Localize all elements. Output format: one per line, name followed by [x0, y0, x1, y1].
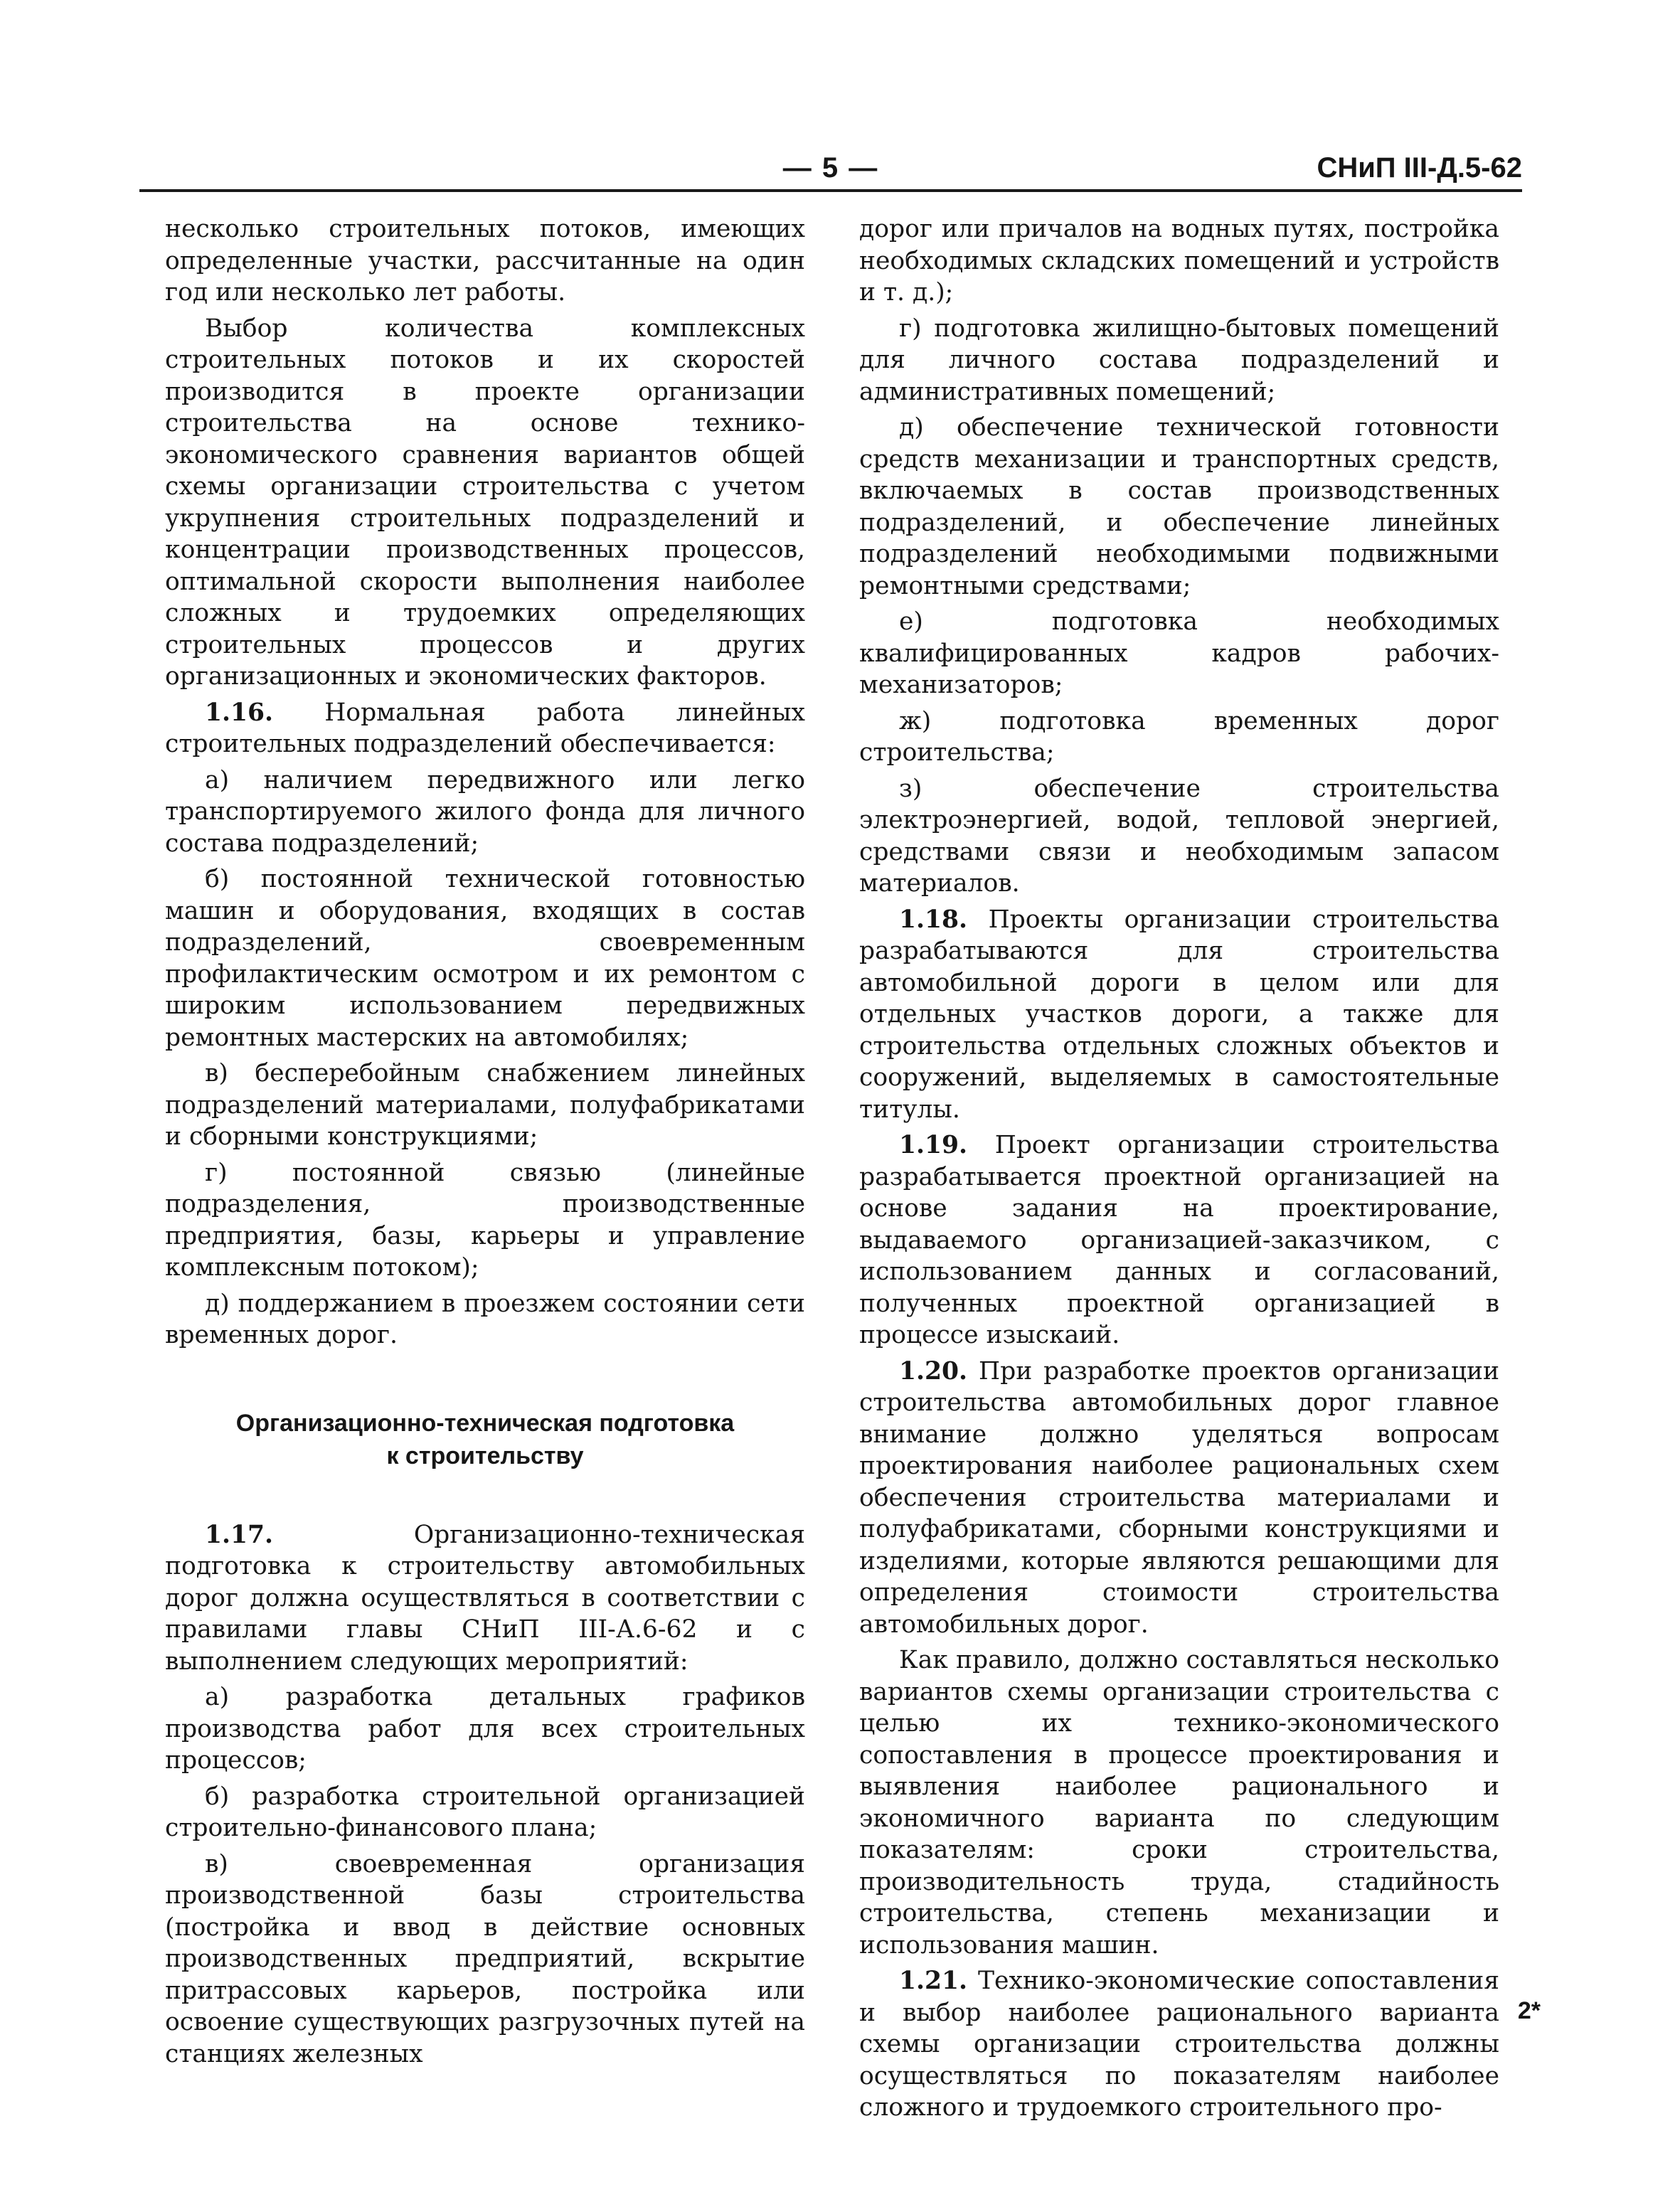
section-heading-line: Организационно-техническая подготовка — [235, 1409, 735, 1437]
clause-1-16 — [165, 697, 805, 760]
list-item: г) подготовка жилищно-бытовых помещений для личного состава подразделений и административных помещений; — [859, 314, 1499, 406]
clause-number: 1.17. — [205, 1520, 274, 1549]
list-item: б) постоянной технической готовностью машин и оборудования, входящих в состав подразделений, своевременным профилактическим осмотром и их ремонтом с широким использованием передвижных ремонтных мастерских на автомобилях; — [165, 865, 805, 1052]
list-item: а) разработка детальных графиков производства работ для всех строительных процессов; — [165, 1683, 805, 1775]
clause-text: Проект организации строительства разрабатывается проектной организацией на основе задания на проектирование, выдаваемого организацией-заказчиком, с использованием данных и согласований, полученных проектной организацией в процессе изыскаий. — [859, 1131, 1500, 1349]
paragraph: Как правило, должно составляться несколько вариантов схемы организации строительства с целью их технико-экономического сопоставления в процессе проектирования и выявления наиболее рационального и экономичного варианта по следующим показателям: сроки строительства, производительность труда, стадийность строительства, степень механизации и использования машин. — [859, 1646, 1499, 1960]
list-item: ж) подготовка временных дорог строительства; — [859, 706, 1499, 767]
list-item: з) обеспечение строительства электроэнергией, водой, тепловой энергией, средствами связи и необходимым запасом материалов. — [859, 774, 1499, 898]
section-heading — [165, 1407, 805, 1472]
clause-1-18 — [859, 904, 1499, 1126]
paragraph: несколько строительных потоков, имеющих определенные участки, рассчитанные на один год или несколько лет работы. — [165, 215, 805, 307]
clause-1-19 — [859, 1129, 1499, 1351]
left-column — [165, 213, 805, 2074]
list-item: а) наличием передвижного или легко транспортируемого жилого фонда для личного состава подразделений; — [165, 765, 805, 858]
list-item: в) своевременная организация производственной базы строительства (постройка и ввод в действие основных производственных предприятий, вскрытие притрассовых карьеров, постройка или освоение существующих разгрузочных путей на станциях железных — [165, 1849, 805, 2068]
clause-number: 1.19. — [899, 1131, 968, 1159]
list-item: б) разработка строительной организацией строительно-финансового плана; — [165, 1782, 805, 1842]
clause-text: Технико-экономические сопоставления и выбор наиболее рационального варианта схемы организации строительства должны осуществляться по показателям наиболее сложного и трудоемкого строительного про- — [859, 1967, 1499, 2122]
clause-text: Организационно-техническая подготовка к строительству автомобильных дорог должна осуществляться в соответствии с правилами главы СНиП III-А.6-62 и с выполнением следующих мероприятий: — [165, 1520, 805, 1676]
list-item: в) бесперебойным снабжением линейных подразделений материалами, полуфабрикатами и сборными конструкциями; — [165, 1059, 805, 1151]
list-item: д) обеспечение технической готовности средств механизации и транспортных средств, включаемых в состав производственных подразделений, и обеспечение линейных подразделений необходимыми подвижными ремонтными средствами; — [859, 413, 1499, 600]
right-column — [859, 213, 1499, 2128]
page-header — [139, 152, 1522, 192]
document-code: СНиП III-Д.5-62 — [1317, 152, 1522, 184]
clause-number: 1.16. — [205, 698, 274, 727]
clause-text: Проекты организации строительства разрабатываются для строительства автомобильной дороги в целом или для отдельных участков дороги, а также для строительства отдельных сложных объектов и сооружений, выделяемых в самостоятельные титулы. — [859, 905, 1500, 1124]
clause-1-17 — [165, 1519, 805, 1678]
paragraph: дорог или причалов на водных путях, постройка необходимых складских помещений и устройств и т. д.); — [859, 215, 1499, 307]
header-rule — [139, 189, 1522, 192]
signature-mark: 2* — [1517, 1997, 1541, 2024]
list-item: д) поддержанием в проезжем состоянии сети временных дорог. — [165, 1289, 805, 1349]
clause-number: 1.21. — [899, 1967, 968, 1995]
page-number: — 5 — — [782, 152, 879, 184]
clause-text: Нормальная работа линейных строительных подразделений обеспечивается: — [165, 698, 805, 758]
clause-1-21 — [859, 1965, 1499, 2124]
clause-number: 1.20. — [899, 1356, 968, 1386]
paragraph: Выбор количества комплексных строительных потоков и их скоростей производится в проекте организации строительства на основе технико-экономического сравнения вариантов общей схемы организации строительства с учетом укрупнения строительных подразделений и концентрации производственных процессов, оптимальной скорости выполнения наиболее сложных и трудоемких определяющих строительных процессов и других организационных и экономических факторов. — [165, 314, 805, 691]
clause-text: При разработке проектов организации строительства автомобильных дорог главное внимание должно уделяться вопросам проектирования наиболее рациональных схем обеспечения строительства материалами и полуфабрикатами, сборными конструкциями и изделиями, которые являются решающими для определения стоимости строительства автомобильных дорог. — [859, 1356, 1500, 1639]
list-item: г) постоянной связью (линейные подразделения, производственные предприятия, базы, карьеры и управление комплексным потоком); — [165, 1158, 805, 1282]
clause-1-20 — [859, 1356, 1499, 1641]
section-heading-line: к строительству — [386, 1442, 584, 1469]
clause-number: 1.18. — [899, 905, 968, 934]
list-item: е) подготовка необходимых квалифицированных кадров рабочих-механизаторов; — [859, 607, 1499, 699]
